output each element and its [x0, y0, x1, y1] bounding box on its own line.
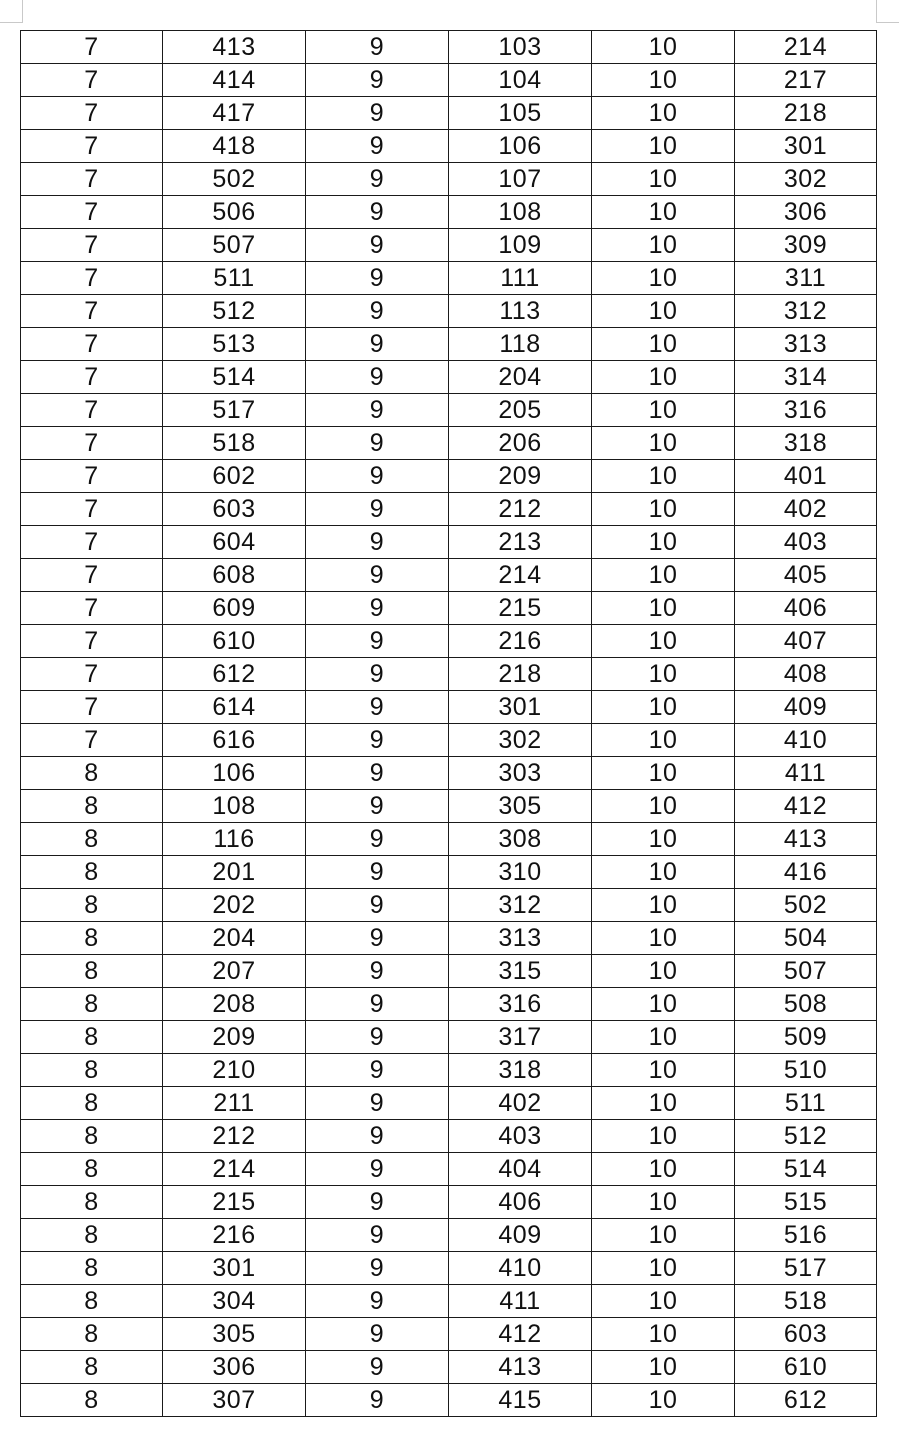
table-cell[interactable]: 318	[735, 427, 877, 460]
table-cell[interactable]: 210	[163, 1054, 306, 1087]
table-cell[interactable]: 511	[735, 1087, 877, 1120]
data-table	[20, 30, 877, 1417]
table-cell[interactable]: 301	[163, 1252, 306, 1285]
table-cell[interactable]: 9	[306, 1186, 449, 1219]
table-row	[21, 31, 877, 64]
table-cell[interactable]: 517	[163, 394, 306, 427]
table-row	[21, 988, 877, 1021]
table-row	[21, 196, 877, 229]
table-cell[interactable]: 216	[449, 625, 592, 658]
table-cell[interactable]: 8	[21, 1186, 163, 1219]
table-cell[interactable]: 504	[735, 922, 877, 955]
table-row	[21, 856, 877, 889]
table-cell[interactable]: 7	[21, 394, 163, 427]
table-row	[21, 889, 877, 922]
table-cell[interactable]: 218	[449, 658, 592, 691]
table-cell[interactable]: 9	[306, 1318, 449, 1351]
table-cell[interactable]: 317	[449, 1021, 592, 1054]
table-cell[interactable]: 211	[163, 1087, 306, 1120]
table-cell[interactable]: 9	[306, 262, 449, 295]
table-row	[21, 97, 877, 130]
table-cell[interactable]: 7	[21, 625, 163, 658]
table-cell[interactable]: 7	[21, 130, 163, 163]
table-cell[interactable]: 411	[735, 757, 877, 790]
table-row	[21, 262, 877, 295]
table-cell[interactable]: 10	[592, 130, 735, 163]
table-cell[interactable]: 103	[449, 31, 592, 64]
table-cell[interactable]: 106	[449, 130, 592, 163]
table-cell[interactable]: 7	[21, 163, 163, 196]
table-cell[interactable]: 506	[163, 196, 306, 229]
table-row	[21, 691, 877, 724]
table-cell[interactable]: 10	[592, 163, 735, 196]
table-cell[interactable]: 10	[592, 295, 735, 328]
table-cell[interactable]: 8	[21, 1252, 163, 1285]
table-cell[interactable]: 309	[735, 229, 877, 262]
table-cell[interactable]: 205	[449, 394, 592, 427]
table-cell[interactable]: 10	[592, 460, 735, 493]
table-cell[interactable]: 7	[21, 361, 163, 394]
table-cell[interactable]: 9	[306, 724, 449, 757]
table-cell[interactable]: 215	[449, 592, 592, 625]
table-cell[interactable]: 7	[21, 97, 163, 130]
table-row	[21, 493, 877, 526]
table-cell[interactable]: 8	[21, 1285, 163, 1318]
table-cell[interactable]: 511	[163, 262, 306, 295]
table-row	[21, 1120, 877, 1153]
table-row	[21, 361, 877, 394]
table-cell[interactable]: 413	[735, 823, 877, 856]
table-cell[interactable]: 403	[449, 1120, 592, 1153]
table-cell[interactable]: 616	[163, 724, 306, 757]
table-row	[21, 526, 877, 559]
table-cell[interactable]: 508	[735, 988, 877, 1021]
table-cell[interactable]: 414	[163, 64, 306, 97]
table-cell[interactable]: 9	[306, 592, 449, 625]
table-cell[interactable]: 10	[592, 427, 735, 460]
table-cell[interactable]: 9	[306, 625, 449, 658]
table-cell[interactable]: 418	[163, 130, 306, 163]
table-cell[interactable]: 405	[735, 559, 877, 592]
table-cell[interactable]: 612	[163, 658, 306, 691]
table-cell[interactable]: 510	[735, 1054, 877, 1087]
table-cell[interactable]: 10	[592, 1153, 735, 1186]
table-cell[interactable]: 610	[735, 1351, 877, 1384]
table-cell[interactable]: 610	[163, 625, 306, 658]
table-cell[interactable]: 9	[306, 328, 449, 361]
table-cell[interactable]: 413	[163, 31, 306, 64]
table-cell[interactable]: 7	[21, 427, 163, 460]
table-cell[interactable]: 408	[735, 658, 877, 691]
table-cell[interactable]: 516	[735, 1219, 877, 1252]
table-cell[interactable]: 9	[306, 130, 449, 163]
table-cell[interactable]: 9	[306, 493, 449, 526]
table-cell[interactable]: 304	[163, 1285, 306, 1318]
table-cell[interactable]: 507	[163, 229, 306, 262]
table-cell[interactable]: 10	[592, 856, 735, 889]
table-cell[interactable]: 8	[21, 922, 163, 955]
table-cell[interactable]: 305	[163, 1318, 306, 1351]
table-cell[interactable]: 9	[306, 427, 449, 460]
table-cell[interactable]: 9	[306, 1384, 449, 1417]
table-cell[interactable]: 213	[449, 526, 592, 559]
table-cell[interactable]: 517	[735, 1252, 877, 1285]
table-cell[interactable]: 301	[735, 130, 877, 163]
table-cell[interactable]: 7	[21, 64, 163, 97]
table-cell[interactable]: 10	[592, 1351, 735, 1384]
table-cell[interactable]: 312	[735, 295, 877, 328]
table-cell[interactable]: 214	[163, 1153, 306, 1186]
table-row	[21, 460, 877, 493]
table-cell[interactable]: 107	[449, 163, 592, 196]
table-row	[21, 1021, 877, 1054]
table-row	[21, 625, 877, 658]
table-cell[interactable]: 9	[306, 757, 449, 790]
table-cell[interactable]: 10	[592, 1318, 735, 1351]
table-cell[interactable]: 8	[21, 1318, 163, 1351]
table-cell[interactable]: 9	[306, 1120, 449, 1153]
table-row	[21, 1351, 877, 1384]
table-cell[interactable]: 10	[592, 493, 735, 526]
table-cell[interactable]: 106	[163, 757, 306, 790]
table-cell[interactable]: 8	[21, 1351, 163, 1384]
table-cell[interactable]: 602	[163, 460, 306, 493]
table-cell[interactable]: 215	[163, 1186, 306, 1219]
table-cell[interactable]: 9	[306, 823, 449, 856]
table-cell[interactable]: 212	[449, 493, 592, 526]
table-cell[interactable]: 8	[21, 856, 163, 889]
table-cell[interactable]: 206	[449, 427, 592, 460]
table-body	[21, 31, 877, 1417]
table-cell[interactable]: 410	[449, 1252, 592, 1285]
table-row	[21, 1087, 877, 1120]
table-cell[interactable]: 9	[306, 163, 449, 196]
table-cell[interactable]: 204	[163, 922, 306, 955]
table-cell[interactable]: 9	[306, 1252, 449, 1285]
table-cell[interactable]: 10	[592, 1252, 735, 1285]
table-cell[interactable]: 9	[306, 229, 449, 262]
table-cell[interactable]: 10	[592, 1384, 735, 1417]
table-cell[interactable]: 310	[449, 856, 592, 889]
table-cell[interactable]: 10	[592, 31, 735, 64]
table-cell[interactable]: 7	[21, 493, 163, 526]
table-cell[interactable]: 507	[735, 955, 877, 988]
table-row	[21, 1219, 877, 1252]
table-cell[interactable]: 314	[735, 361, 877, 394]
table-cell[interactable]: 105	[449, 97, 592, 130]
table-cell[interactable]: 10	[592, 1186, 735, 1219]
table-row	[21, 658, 877, 691]
table-cell[interactable]: 9	[306, 1054, 449, 1087]
table-cell[interactable]: 8	[21, 1087, 163, 1120]
table-cell[interactable]: 7	[21, 262, 163, 295]
table-cell[interactable]: 401	[735, 460, 877, 493]
table-row	[21, 1054, 877, 1087]
table-row	[21, 130, 877, 163]
page-corner-mark-right	[876, 0, 899, 23]
table-row	[21, 1252, 877, 1285]
page-corner-mark-left	[0, 0, 23, 23]
table-cell[interactable]: 7	[21, 229, 163, 262]
table-cell[interactable]: 7	[21, 691, 163, 724]
table-cell[interactable]: 202	[163, 889, 306, 922]
table-cell[interactable]: 111	[449, 262, 592, 295]
table-row	[21, 427, 877, 460]
table-cell[interactable]: 10	[592, 955, 735, 988]
table-cell[interactable]: 10	[592, 559, 735, 592]
table-cell[interactable]: 8	[21, 955, 163, 988]
table-cell[interactable]: 10	[592, 1120, 735, 1153]
table-row	[21, 955, 877, 988]
table-cell[interactable]: 9	[306, 922, 449, 955]
table-cell[interactable]: 407	[735, 625, 877, 658]
table-cell[interactable]: 7	[21, 295, 163, 328]
table-cell[interactable]: 9	[306, 31, 449, 64]
table-cell[interactable]: 10	[592, 790, 735, 823]
table-cell[interactable]: 603	[735, 1318, 877, 1351]
table-row	[21, 823, 877, 856]
table-cell[interactable]: 412	[735, 790, 877, 823]
table-cell[interactable]: 412	[449, 1318, 592, 1351]
table-cell[interactable]: 316	[735, 394, 877, 427]
table-cell[interactable]: 318	[449, 1054, 592, 1087]
table-cell[interactable]: 9	[306, 1087, 449, 1120]
document-page	[20, 30, 873, 1417]
table-cell[interactable]: 514	[163, 361, 306, 394]
table-row	[21, 394, 877, 427]
table-cell[interactable]: 9	[306, 394, 449, 427]
table-cell[interactable]: 306	[735, 196, 877, 229]
table-cell[interactable]: 302	[449, 724, 592, 757]
table-cell[interactable]: 104	[449, 64, 592, 97]
table-cell[interactable]: 8	[21, 823, 163, 856]
table-cell[interactable]: 515	[735, 1186, 877, 1219]
table-cell[interactable]: 316	[449, 988, 592, 1021]
table-cell[interactable]: 9	[306, 1219, 449, 1252]
table-cell[interactable]: 406	[449, 1186, 592, 1219]
table-cell[interactable]: 8	[21, 1219, 163, 1252]
table-row	[21, 1153, 877, 1186]
table-cell[interactable]: 10	[592, 724, 735, 757]
table-cell[interactable]: 10	[592, 592, 735, 625]
table-cell[interactable]: 8	[21, 1120, 163, 1153]
table-cell[interactable]: 212	[163, 1120, 306, 1153]
table-cell[interactable]: 10	[592, 262, 735, 295]
table-cell[interactable]: 604	[163, 526, 306, 559]
table-row	[21, 1384, 877, 1417]
table-cell[interactable]: 518	[735, 1285, 877, 1318]
table-cell[interactable]: 10	[592, 1087, 735, 1120]
table-cell[interactable]: 9	[306, 1285, 449, 1318]
table-row	[21, 295, 877, 328]
table-cell[interactable]: 8	[21, 790, 163, 823]
table-cell[interactable]: 614	[163, 691, 306, 724]
table-cell[interactable]: 502	[735, 889, 877, 922]
table-cell[interactable]: 9	[306, 295, 449, 328]
table-row	[21, 559, 877, 592]
table-cell[interactable]: 415	[449, 1384, 592, 1417]
table-cell[interactable]: 409	[449, 1219, 592, 1252]
table-cell[interactable]: 10	[592, 97, 735, 130]
table-cell[interactable]: 413	[449, 1351, 592, 1384]
table-row	[21, 1318, 877, 1351]
table-cell[interactable]: 8	[21, 1384, 163, 1417]
table-cell[interactable]: 9	[306, 1153, 449, 1186]
table-cell[interactable]: 9	[306, 64, 449, 97]
table-cell[interactable]: 609	[163, 592, 306, 625]
table-cell[interactable]: 9	[306, 361, 449, 394]
table-cell[interactable]: 308	[449, 823, 592, 856]
table-cell[interactable]: 217	[735, 64, 877, 97]
table-cell[interactable]: 10	[592, 625, 735, 658]
table-cell[interactable]: 8	[21, 988, 163, 1021]
table-cell[interactable]: 612	[735, 1384, 877, 1417]
table-row	[21, 229, 877, 262]
table-cell[interactable]: 9	[306, 856, 449, 889]
table-cell[interactable]: 8	[21, 757, 163, 790]
table-cell[interactable]: 301	[449, 691, 592, 724]
table-cell[interactable]: 416	[735, 856, 877, 889]
table-row	[21, 163, 877, 196]
table-cell[interactable]: 513	[163, 328, 306, 361]
table-cell[interactable]: 10	[592, 196, 735, 229]
table-cell[interactable]: 9	[306, 1021, 449, 1054]
table-cell[interactable]: 9	[306, 559, 449, 592]
table-cell[interactable]: 306	[163, 1351, 306, 1384]
table-cell[interactable]: 7	[21, 526, 163, 559]
table-cell[interactable]: 409	[735, 691, 877, 724]
table-cell[interactable]: 209	[163, 1021, 306, 1054]
table-cell[interactable]: 402	[735, 493, 877, 526]
table-cell[interactable]: 108	[163, 790, 306, 823]
table-cell[interactable]: 10	[592, 1219, 735, 1252]
table-cell[interactable]: 9	[306, 790, 449, 823]
table-cell[interactable]: 10	[592, 988, 735, 1021]
table-cell[interactable]: 10	[592, 922, 735, 955]
table-cell[interactable]: 7	[21, 592, 163, 625]
table-cell[interactable]: 10	[592, 229, 735, 262]
table-cell[interactable]: 7	[21, 724, 163, 757]
table-row	[21, 328, 877, 361]
table-cell[interactable]: 608	[163, 559, 306, 592]
table-cell[interactable]: 10	[592, 757, 735, 790]
table-cell[interactable]: 8	[21, 889, 163, 922]
table-cell[interactable]: 108	[449, 196, 592, 229]
table-cell[interactable]: 315	[449, 955, 592, 988]
table-cell[interactable]: 305	[449, 790, 592, 823]
table-cell[interactable]: 116	[163, 823, 306, 856]
table-cell[interactable]: 8	[21, 1021, 163, 1054]
table-row	[21, 757, 877, 790]
table-row	[21, 1186, 877, 1219]
table-cell[interactable]: 207	[163, 955, 306, 988]
table-cell[interactable]: 410	[735, 724, 877, 757]
table-cell[interactable]: 9	[306, 988, 449, 1021]
table-cell[interactable]: 10	[592, 889, 735, 922]
table-row	[21, 1285, 877, 1318]
table-cell[interactable]: 512	[735, 1120, 877, 1153]
table-cell[interactable]: 7	[21, 328, 163, 361]
table-cell[interactable]: 118	[449, 328, 592, 361]
table-cell[interactable]: 113	[449, 295, 592, 328]
table-cell[interactable]: 10	[592, 1285, 735, 1318]
table-cell[interactable]: 411	[449, 1285, 592, 1318]
table-cell[interactable]: 302	[735, 163, 877, 196]
table-row	[21, 592, 877, 625]
table-cell[interactable]: 312	[449, 889, 592, 922]
table-cell[interactable]: 417	[163, 97, 306, 130]
table-cell[interactable]: 204	[449, 361, 592, 394]
table-cell[interactable]: 10	[592, 64, 735, 97]
table-cell[interactable]: 307	[163, 1384, 306, 1417]
table-cell[interactable]: 9	[306, 526, 449, 559]
table-cell[interactable]: 216	[163, 1219, 306, 1252]
table-cell[interactable]: 509	[735, 1021, 877, 1054]
table-cell[interactable]: 313	[449, 922, 592, 955]
table-cell[interactable]: 402	[449, 1087, 592, 1120]
table-cell[interactable]: 201	[163, 856, 306, 889]
table-cell[interactable]: 10	[592, 361, 735, 394]
table-cell[interactable]: 9	[306, 196, 449, 229]
table-cell[interactable]: 311	[735, 262, 877, 295]
table-cell[interactable]: 303	[449, 757, 592, 790]
table-cell[interactable]: 10	[592, 823, 735, 856]
table-cell[interactable]: 7	[21, 31, 163, 64]
table-cell[interactable]: 214	[735, 31, 877, 64]
table-cell[interactable]: 403	[735, 526, 877, 559]
table-cell[interactable]: 9	[306, 889, 449, 922]
table-cell[interactable]: 8	[21, 1054, 163, 1087]
table-cell[interactable]: 404	[449, 1153, 592, 1186]
table-cell[interactable]: 406	[735, 592, 877, 625]
table-cell[interactable]: 10	[592, 328, 735, 361]
table-cell[interactable]: 9	[306, 1351, 449, 1384]
table-cell[interactable]: 208	[163, 988, 306, 1021]
table-cell[interactable]: 7	[21, 658, 163, 691]
table-row	[21, 64, 877, 97]
table-cell[interactable]: 109	[449, 229, 592, 262]
table-cell[interactable]: 10	[592, 691, 735, 724]
table-cell[interactable]: 9	[306, 460, 449, 493]
table-cell[interactable]: 8	[21, 1153, 163, 1186]
table-cell[interactable]: 10	[592, 658, 735, 691]
table-cell[interactable]: 7	[21, 196, 163, 229]
table-row	[21, 724, 877, 757]
table-cell[interactable]: 7	[21, 460, 163, 493]
table-cell[interactable]: 214	[449, 559, 592, 592]
table-cell[interactable]: 313	[735, 328, 877, 361]
table-cell[interactable]: 514	[735, 1153, 877, 1186]
table-cell[interactable]: 218	[735, 97, 877, 130]
table-cell[interactable]: 10	[592, 1054, 735, 1087]
table-cell[interactable]: 10	[592, 394, 735, 427]
table-cell[interactable]: 209	[449, 460, 592, 493]
table-cell[interactable]: 10	[592, 526, 735, 559]
table-cell[interactable]: 9	[306, 691, 449, 724]
table-cell[interactable]: 9	[306, 955, 449, 988]
table-cell[interactable]: 9	[306, 97, 449, 130]
table-row	[21, 922, 877, 955]
table-row	[21, 790, 877, 823]
table-cell[interactable]: 7	[21, 559, 163, 592]
table-cell[interactable]: 502	[163, 163, 306, 196]
table-cell[interactable]: 10	[592, 1021, 735, 1054]
table-cell[interactable]: 9	[306, 658, 449, 691]
table-cell[interactable]: 518	[163, 427, 306, 460]
table-cell[interactable]: 512	[163, 295, 306, 328]
table-cell[interactable]: 603	[163, 493, 306, 526]
